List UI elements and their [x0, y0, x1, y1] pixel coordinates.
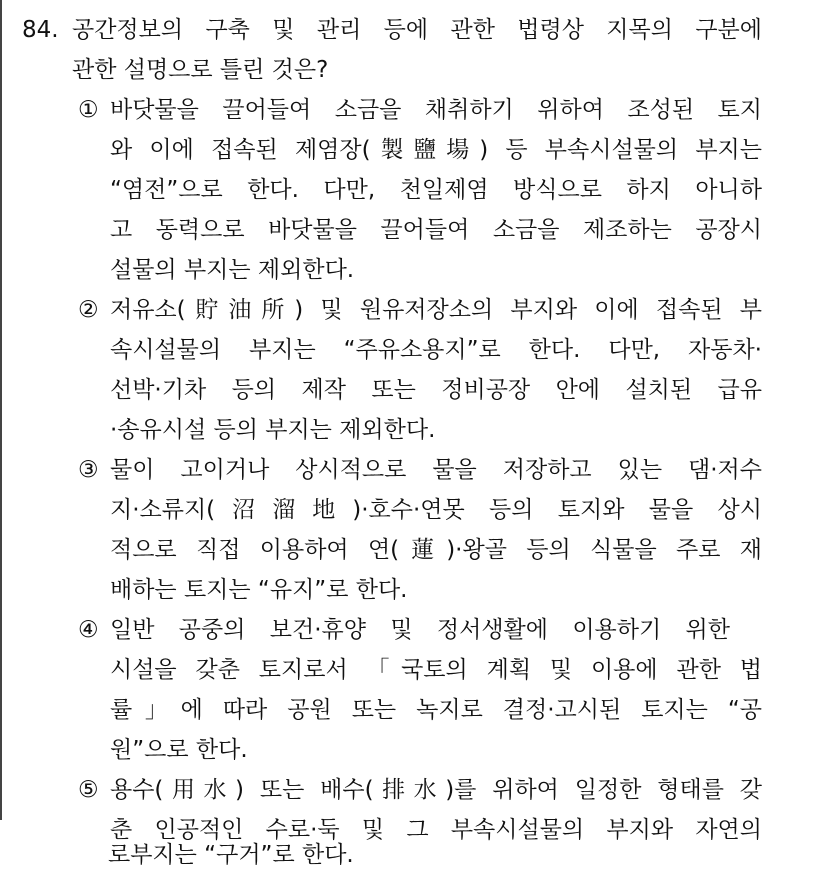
- option-2-text: 저유소(貯油所) 및 원유저장소의 부지와 이에 접속된 부: [110, 297, 762, 323]
- question-text-line: 관한 설명으로 틀린 것은?: [72, 57, 329, 83]
- option-1-text: “염전”으로 한다. 다만, 천일제염 방식으로 하지 아니하: [110, 177, 762, 203]
- option-2-text: 선박·기차 등의 제작 또는 정비공장 안에 설치된 급유: [110, 377, 762, 403]
- option-3-text: 적으로 직접 이용하여 연(蓮)·왕골 등의 식물을 주로 재: [110, 537, 762, 563]
- question-number: 84.: [22, 17, 59, 43]
- option-5-text-clipped: 춘 인공적인 수로·둑 및 그 부속시설물의 부지와 자연의: [110, 817, 762, 843]
- option-5-marker[interactable]: ⑤: [78, 777, 99, 803]
- option-4-marker[interactable]: ④: [78, 617, 99, 643]
- option-3-text: 배하는 토지는 “유지”로 한다.: [110, 577, 408, 603]
- option-4-text: 일반 공중의 보건·휴양 및 정서생활에 이용하기 위한: [110, 617, 730, 643]
- option-1-text: 와 이에 접속된 제염장(製鹽場) 등 부속시설물의 부지는: [110, 137, 762, 163]
- option-5-text: 로부지는 “구거”로 한다.: [108, 842, 354, 868]
- question-text-line: 공간정보의 구축 및 관리 등에 관한 법령상 지목의 구분에: [72, 17, 762, 43]
- option-1-text: 고 동력으로 바닷물을 끌어들여 소금을 제조하는 공장시: [110, 217, 762, 243]
- option-3-marker[interactable]: ③: [78, 457, 99, 483]
- option-4-text: 시설을 갖춘 토지로서 「국토의 계획 및 이용에 관한 법: [110, 657, 762, 683]
- option-4-text: 률」에 따라 공원 또는 녹지로 결정·고시된 토지는 “공: [110, 697, 762, 723]
- option-3-text: 물이 고이거나 상시적으로 물을 저장하고 있는 댐·저수: [110, 457, 762, 483]
- option-1-text: 바닷물을 끌어들여 소금을 채취하기 위하여 조성된 토지: [110, 97, 762, 123]
- option-2-marker[interactable]: ②: [78, 297, 99, 323]
- option-1-text: 설물의 부지는 제외한다.: [110, 257, 355, 283]
- option-2-text: 속시설물의 부지는 “주유소용지”로 한다. 다만, 자동차·: [110, 337, 762, 363]
- option-3-text: 지·소류지(沼溜地)·호수·연못 등의 토지와 물을 상시: [110, 497, 762, 523]
- option-2-text: ·송유시설 등의 부지는 제외한다.: [110, 417, 436, 443]
- option-4-text: 원”으로 한다.: [110, 737, 248, 763]
- option-1-marker[interactable]: ①: [78, 97, 99, 123]
- option-5-text: 용수(用水) 또는 배수(排水)를 위하여 일정한 형태를 갖: [110, 777, 762, 803]
